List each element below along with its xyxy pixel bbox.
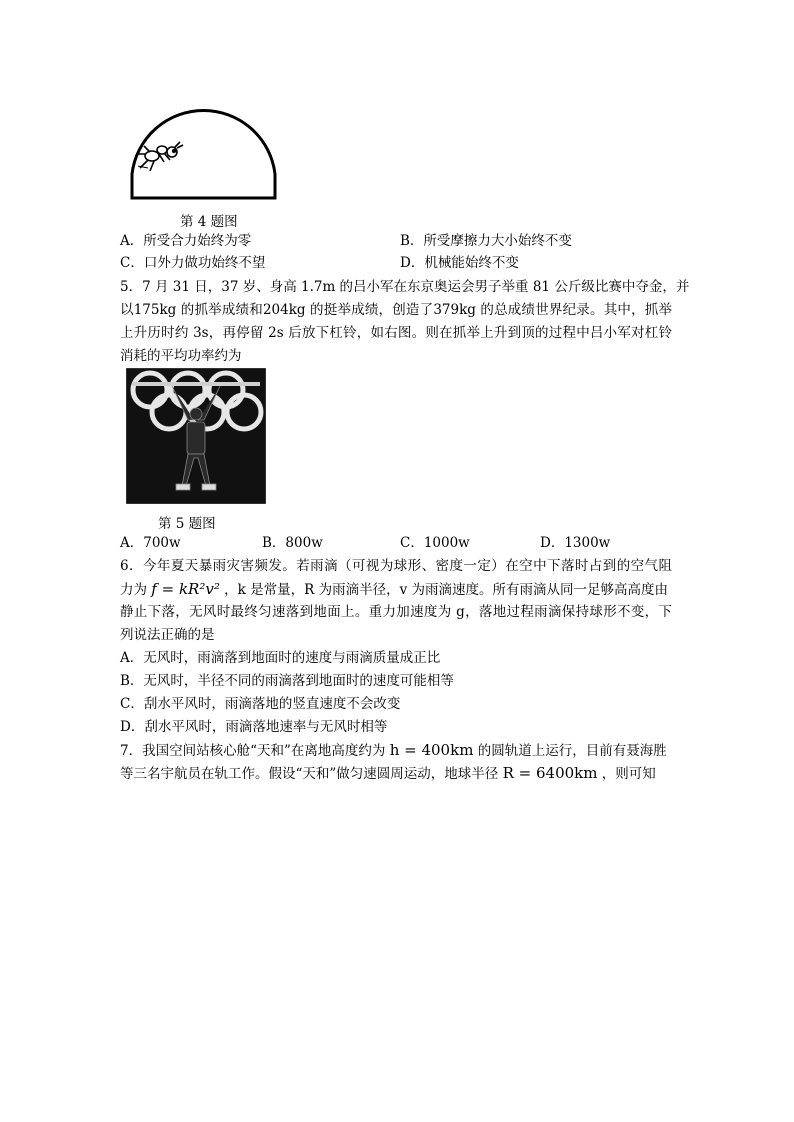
q4-caption: 第 4 题图 <box>180 214 238 230</box>
q4-option-a: A．所受合力始终为零 <box>120 233 252 249</box>
q6-line-2 <box>120 578 672 601</box>
q7-line-2-pre: 等三名宇航员在轨工作。假设“天和”做匀速圆周运动，地球半径 <box>120 766 499 782</box>
q5-line-4: 消耗的平均功率约为 <box>120 348 242 364</box>
q5-option-d: D．1300w <box>540 535 611 551</box>
q5-line-2: 以175kg 的抓举成绩和204kg 的挺举成绩，创造了379kg 的总成绩世界纪录。其中，抓举 <box>120 302 672 318</box>
q7-line-2 <box>120 762 672 785</box>
q5-option-a: A．700w <box>120 535 181 551</box>
q7-line-1 <box>120 739 672 762</box>
q6-line-1: 6．今年夏天暴雨灾害频发。若雨滴（可视为球形、密度一定）在空中下落时占到的空气阻 <box>120 558 672 574</box>
q4-figure <box>128 96 280 204</box>
q7-height-formula: h = 400km <box>389 741 474 759</box>
q6-line-3: 静止下落，无风时最终匀速落到地面上。重力加速度为 g，落地过程雨滴保持球形不变，下 <box>120 604 672 620</box>
q5-weightlifter-photo <box>126 368 266 504</box>
q6-line-2-post: ，k 是常量，R 为雨滴半径，v 为雨滴速度。所有雨滴从同一足够高高度由 <box>224 582 668 598</box>
q5-line-3: 上升历时约 3s，再停留 2s 后放下杠铃，如右图。则在抓举上升到顶的过程中吕小军对杠铃 <box>120 325 672 341</box>
ant-icon <box>138 142 183 171</box>
q6-line-4: 列说法正确的是 <box>120 627 215 643</box>
q4-option-d: D．机械能始终不变 <box>400 255 519 271</box>
q6-option-d: D．刮水平风时，雨滴落地速率与无风时相等 <box>120 719 388 735</box>
q7-line-2-post: ，则可知 <box>601 766 656 782</box>
q5-option-c: C．1000w <box>400 535 470 551</box>
q5-option-b: B．800w <box>262 535 323 551</box>
q4-option-b: B．所受摩擦力大小始终不变 <box>400 233 572 249</box>
q7-line-1-post: 的圆轨道上运行，目前有聂海胜 <box>477 743 667 759</box>
q7-radius-formula: R = 6400km <box>502 764 598 782</box>
q7-line-1-pre: 7．我国空间站核心舱“天和”在离地高度约为 <box>120 743 386 759</box>
q5-line-1: 5．7 月 31 日，37 岁、身高 1.7m 的吕小军在东京奥运会男子举重 81 公斤级比赛中夺金，并 <box>120 279 690 295</box>
q6-option-c: C．刮水平风时，雨滴落地的竖直速度不会改变 <box>120 696 401 712</box>
q6-option-a: A．无风时，雨滴落到地面时的速度与雨滴质量成正比 <box>120 650 441 666</box>
q4-option-c: C．口外力做功始终不望 <box>120 255 266 271</box>
q6-line-2-pre: 力为 <box>120 582 147 598</box>
q6-drag-formula: f = kR²v² <box>151 580 220 598</box>
q5-caption: 第 5 题图 <box>158 516 216 532</box>
q6-option-b: B．无风时，半径不同的雨滴落到地面时的速度可能相等 <box>120 673 454 689</box>
